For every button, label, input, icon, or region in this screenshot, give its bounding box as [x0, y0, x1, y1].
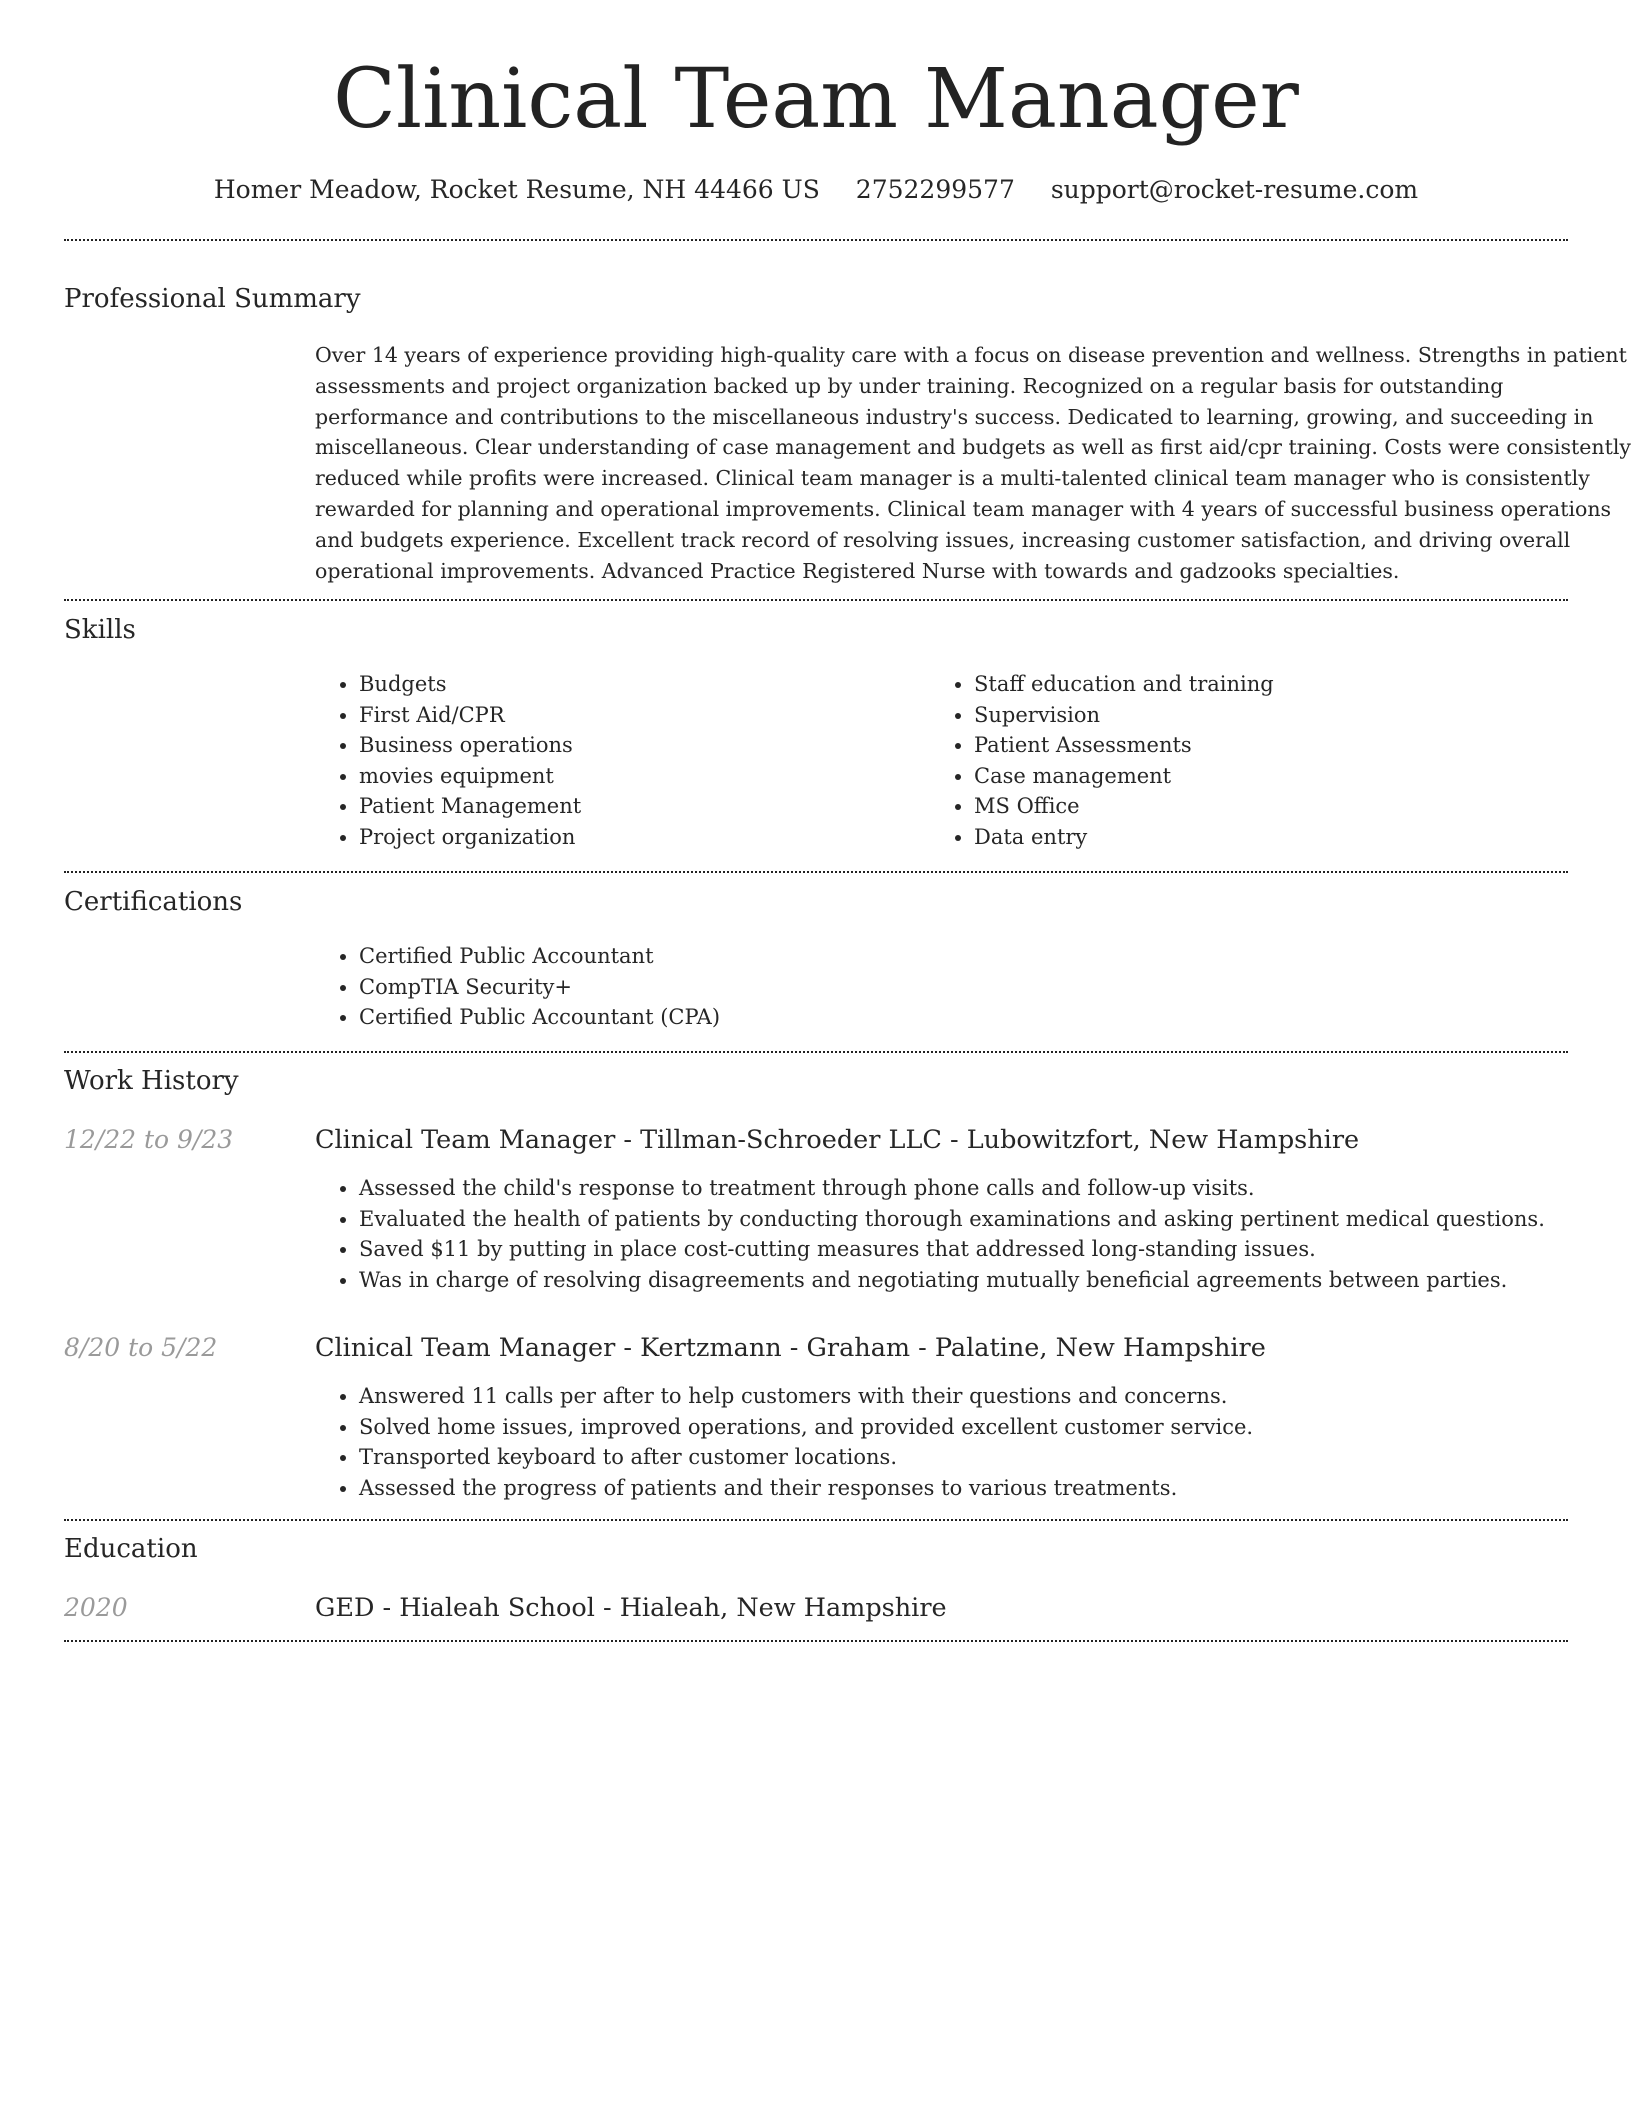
job-bullet: • Evaluated the health of patients by conducting thorough examinations and asking pertinent medical questions. — [359, 1204, 1609, 1235]
section-title-certifications: Certifications — [64, 887, 243, 917]
certifications-list — [315, 941, 1459, 1033]
contact-phone: 2752299577 — [855, 175, 1015, 204]
job-bullet: • Saved $11 by putting in place cost-cutting measures that addressed long-standing issues. — [359, 1234, 1609, 1265]
job-title: Clinical Team Manager - Tillman-Schroeder LLC - Lubowitzfort, New Hampshire — [315, 1125, 1360, 1155]
divider — [64, 1640, 1568, 1642]
skill-item: • MS Office — [974, 791, 1574, 822]
job-title: Clinical Team Manager - Kertzmann - Graham - Palatine, New Hampshire — [315, 1333, 1266, 1363]
divider — [64, 1051, 1568, 1053]
skill-item: • Case management — [974, 761, 1574, 792]
job-bullets — [315, 1381, 1609, 1503]
divider — [64, 599, 1568, 601]
divider — [64, 239, 1568, 241]
skill-item: • Project organization — [359, 822, 919, 853]
job-bullet: • Assessed the progress of patients and their responses to various treatments. — [359, 1473, 1609, 1504]
certification-item: • Certified Public Accountant (CPA) — [359, 1002, 1459, 1033]
section-title-education: Education — [64, 1534, 198, 1564]
skill-item: • movies equipment — [359, 761, 919, 792]
job-dates: 8/20 to 5/22 — [64, 1333, 218, 1362]
education-year: 2020 — [64, 1593, 128, 1622]
skill-item: • Business operations — [359, 730, 919, 761]
skills-list-left — [315, 669, 919, 853]
skill-item: • Staff education and training — [974, 669, 1574, 700]
job-bullet: • Assessed the child's response to treatment through phone calls and follow-up visits. — [359, 1173, 1609, 1204]
section-title-summary: Professional Summary — [64, 284, 361, 314]
job-bullet: • Was in charge of resolving disagreements and negotiating mutually beneficial agreements between parties. — [359, 1265, 1609, 1296]
job-bullets — [315, 1173, 1609, 1295]
section-title-skills: Skills — [64, 615, 136, 645]
divider — [64, 1519, 1568, 1521]
skill-item: • Budgets — [359, 669, 919, 700]
skill-item: • First Aid/CPR — [359, 700, 919, 731]
skill-item: • Patient Assessments — [974, 730, 1574, 761]
job-bullet: • Transported keyboard to after customer locations. — [359, 1442, 1609, 1473]
contact-email: support@rocket-resume.com — [1050, 175, 1419, 204]
certification-item: • CompTIA Security+ — [359, 972, 1459, 1003]
skill-item: • Data entry — [974, 822, 1574, 853]
skills-list-right — [930, 669, 1574, 853]
education-degree: GED - Hialeah School - Hialeah, New Hampshire — [315, 1593, 947, 1623]
skill-item: • Patient Management — [359, 791, 919, 822]
summary-text: Over 14 years of experience providing high-quality care with a focus on disease prevention and wellness. Strengths in patient assessments and project organization backed up by under training. Recognized on a regular basis for outstanding performance and contributions to the miscellaneous industry's success. Dedicated to learning, growing, and succeeding in miscellaneous. Clear understanding of case management and budgets as well as first aid/cpr training. Costs were consistently reduced while profits were increased. Clinical team manager is a multi-talented clinical team manager who is consistently rewarded for planning and operational improvements. Clinical team manager with 4 years of successful business operations and budgets experience. Excellent track record of resolving issues, increasing customer satisfaction, and driving overall operational improvements. Advanced Practice Registered Nurse with towards and gadzooks specialties. — [315, 343, 1631, 583]
job-dates: 12/22 to 9/23 — [64, 1125, 234, 1154]
skill-item: • Supervision — [974, 700, 1574, 731]
contact-address: Homer Meadow, Rocket Resume, NH 44466 US — [213, 175, 820, 204]
contact-line — [64, 170, 1568, 210]
candidate-name: Clinical Team Manager — [333, 52, 1299, 147]
certification-item: • Certified Public Accountant — [359, 941, 1459, 972]
section-title-work-history: Work History — [64, 1066, 239, 1096]
job-bullet: • Answered 11 calls per after to help customers with their questions and concerns. — [359, 1381, 1609, 1412]
job-bullet: • Solved home issues, improved operations, and provided excellent customer service. — [359, 1412, 1609, 1443]
divider — [64, 871, 1568, 873]
